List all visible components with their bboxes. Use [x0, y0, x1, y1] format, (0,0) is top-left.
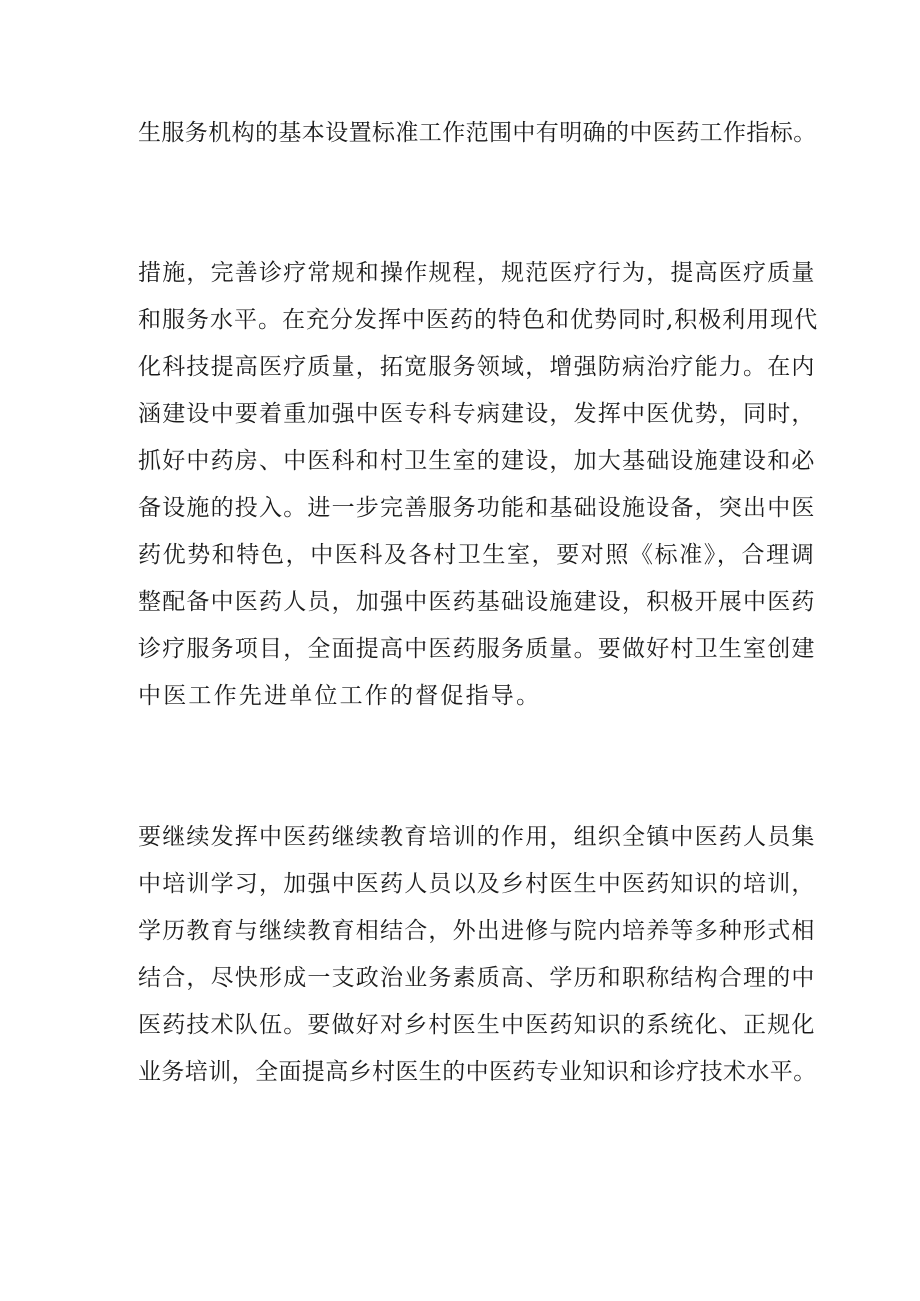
section-heading-4	[188, 728, 868, 758]
text-line: 诊疗服务项目，全面提高中医药服务质量。要做好村卫生室创建	[138, 636, 816, 662]
text-line: 中培训学习，加强中医药人员以及乡村医生中医药知识的培训，	[138, 871, 816, 897]
text-line	[188, 211, 868, 241]
text-line: 业务培训，全面提高乡村医生的中医药专业知识和诊疗技术水平。	[138, 1059, 817, 1085]
text-line: 和服务水平。在充分发挥中医药的特色和优势同时,积极利用现代	[138, 307, 819, 333]
text-line: 结合，尽快形成一支政治业务素质高、学历和职称结构合理的中	[138, 965, 816, 991]
text-line	[188, 775, 868, 805]
section-heading-3	[188, 164, 868, 194]
text-line: 涵建设中要着重加强中医专科专病建设，发挥中医优势，同时，	[138, 401, 816, 427]
text-line: 化科技提高医疗质量，拓宽服务领域，增强防病治疗能力。在内	[138, 354, 816, 380]
text-line: 措施，完善诊疗常规和操作规程，规范医疗行为，提高医疗质量	[138, 260, 816, 286]
text-line: 医药技术队伍。要做好对乡村医生中医药知识的系统化、正规化	[138, 1012, 816, 1038]
text-line: 学历教育与继续教育相结合，外出进修与院内培养等多种形式相	[138, 918, 816, 944]
section-heading-5	[188, 1104, 868, 1134]
text-line: 生服务机构的基本设置标准工作范围中有明确的中医药工作指标。	[138, 120, 817, 146]
text-line: 备设施的投入。进一步完善服务功能和基础设施设备，突出中医	[138, 495, 816, 521]
text-line: 中医工作先进单位工作的督促指导。	[138, 683, 542, 709]
text-line: 要继续发挥中医药继续教育培训的作用，组织全镇中医药人员集	[138, 824, 816, 850]
text-line: 抓好中药房、中医科和村卫生室的建设，加大基础设施建设和必	[138, 448, 816, 474]
text-line: 药优势和特色，中医科及各村卫生室，要对照《标准》，合理调	[138, 542, 816, 568]
text-line: 整配备中医药人员，加强中医药基础设施建设，积极开展中医药	[138, 589, 816, 615]
